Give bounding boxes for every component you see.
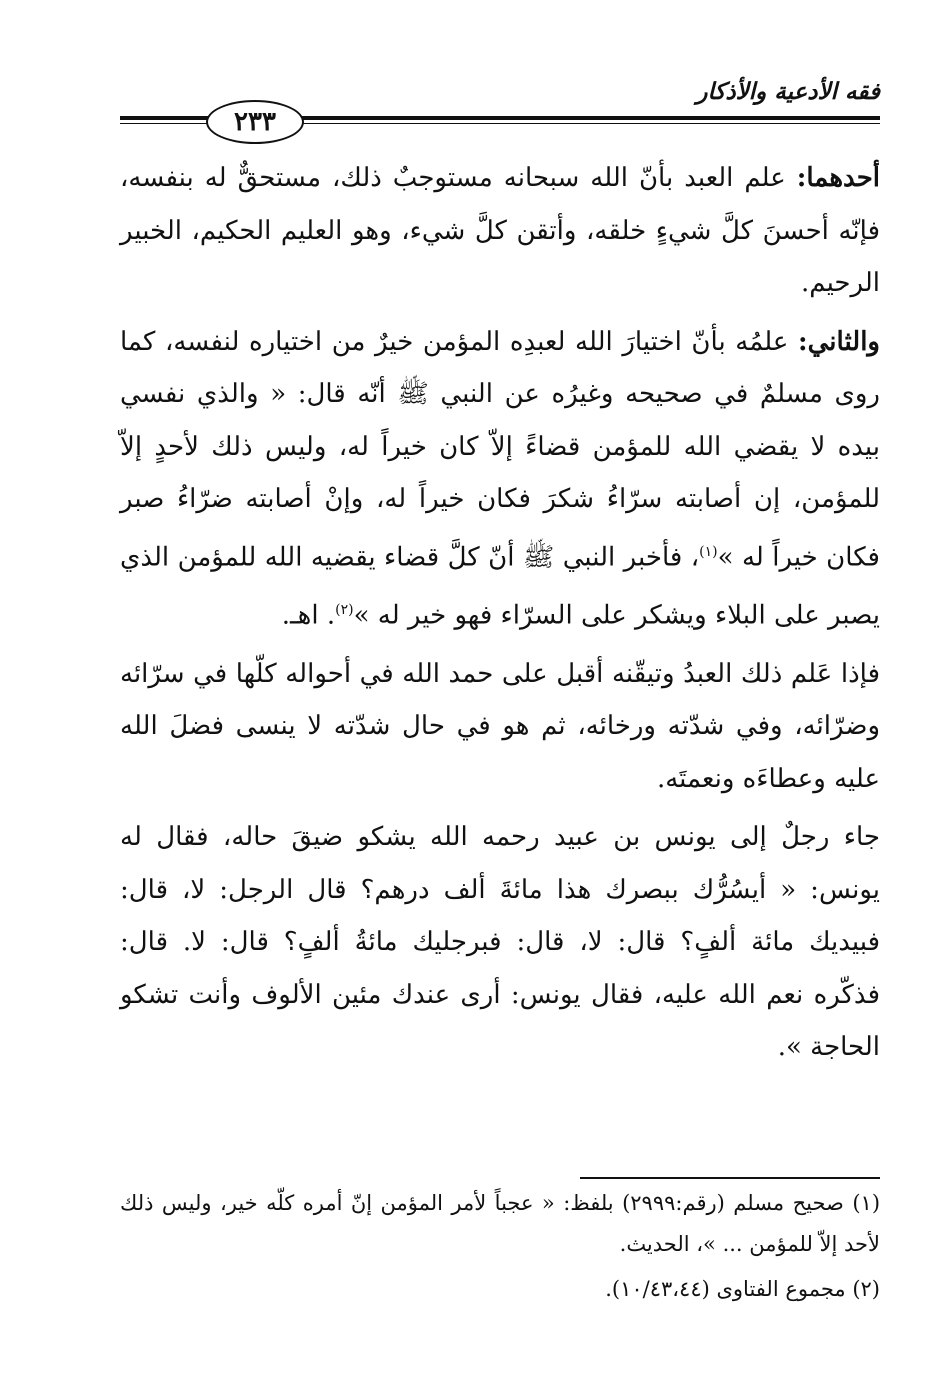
paragraph-text-continued: ، فأخبر النبي ﷺ أنّ كلَّ قضاء يقضيه الله للمؤمن الذي يصبر على البلاء ويشكر على السرّاء فهو خير له » [120,542,880,631]
page-header [120,70,880,140]
page-number-badge: ٢٣٣ [206,100,304,144]
main-text [120,152,880,1080]
paragraph-lead: أحدهما: [796,163,880,193]
paragraph-text: علم العبد بأنّ الله سبحانه مستوجبٌ ذلك، مستحقٌّ له بنفسه، فإنّه أحسنَ كلَّ شيءٍ خلقه، وأتقن كلَّ شيء، وهو العليم الحكيم، الخبير الرحيم. [120,163,880,298]
footnotes [120,1183,880,1314]
footnote-1: (١) صحيح مسلم (رقم:٢٩٩٩) بلفظ: « عجباً لأمر المؤمن إنّ أمره كلّه خير، وليس ذلك لأحد إلاّ للمؤمن ... »، الحديث. [120,1191,881,1256]
paragraph-third [120,648,880,806]
paragraph-text: فإذا عَلم ذلك العبدُ وتيقّنه أقبل على حمد الله في أحواله كلّها في سرّائه وضرّائه، وفي شدّته ورخائه، ثم هو في حال شدّته لا ينسى فضلَ الله عليه وعطاءَه ونعمتَه. [120,658,880,794]
footnote-2: (٢) مجموع الفتاوى (١٠/٤٣،٤٤). [605,1277,880,1301]
paragraph-fourth [120,811,880,1074]
paragraph-text-end: . اهـ. [281,600,336,631]
footnote-ref-1[interactable]: (١) [699,543,718,560]
paragraph-second [120,316,880,642]
running-title: فقه الأدعية والأذكار [696,78,880,105]
paragraph-lead: والثاني: [798,326,880,357]
footnote-ref-2[interactable]: (٢) [335,601,354,618]
paragraph-text: علمُه بأنّ اختيارَ الله لعبدِه المؤمن خيرٌ من اختياره لنفسه، كما روى مسلمٌ في صحيحه وغيرُه عن النبي ﷺ أنّه قال: « والذي نفسي بيده لا يقضي الله للمؤمن قضاءً إلاّ كان خيراً له، وليس ذلك لأحدٍ إلاّ للمؤمن، إن أصابته سرّاءُ شكرَ فكان خيراً له، وإنْ أصابته ضرّاءُ صبر فكان خيراً له » [120,326,880,573]
paragraph-first [120,152,880,310]
paragraph-text: جاء رجلٌ إلى يونس بن عبيد رحمه الله يشكو ضيقَ حاله، فقال له يونس: « أيسُرُّك ببصرك هذا مائةَ ألف درهم؟ قال الرجل: لا، قال: فبيديك مائة ألفٍ؟ قال: لا، قال: فبرجليك مائةُ ألفٍ؟ قال: لا. قال: فذكّره نعم الله عليه، فقال يونس: أرى عندك مئين الألوف وأنت تشكو الحاجة ». [120,822,880,1063]
footnote-separator [580,1177,880,1179]
